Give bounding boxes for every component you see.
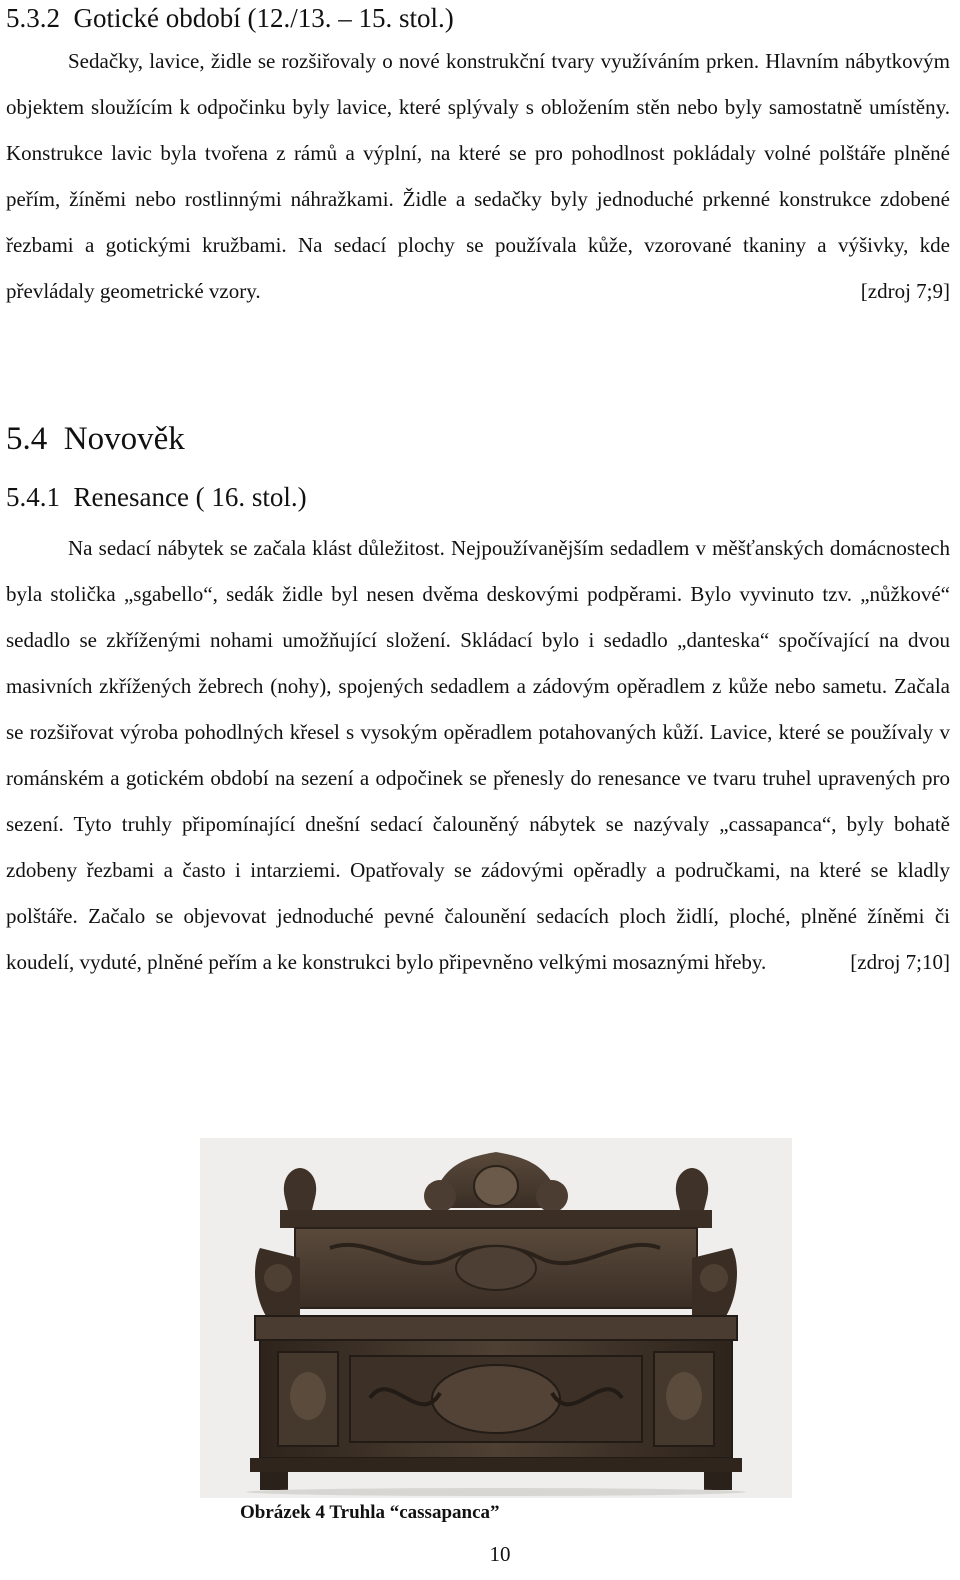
- heading-title: Renesance ( 16. stol.): [73, 482, 307, 512]
- paragraph-renaissance: [6, 525, 950, 985]
- figure-caption: Obrázek 4 Truhla “cassapanca”: [240, 1502, 500, 1523]
- heading-number: 5.3.2: [6, 3, 60, 33]
- heading-gothic: [6, 2, 454, 34]
- page-number: 10: [489, 1542, 511, 1566]
- heading-title: Novověk: [63, 421, 185, 457]
- source-reference: [zdroj 7;9]: [860, 279, 950, 303]
- paragraph-text: Sedačky, lavice, židle se rozšiřovaly o nové konstrukční tvary využíváním prken. Hlavním nábytkovým objektem sloužícím k odpočinku byly lavice, které splývaly s obložením stěn nebo byly samostatně umístěny. Konstrukce lavic byla tvořena z rámů a výplní, na které se pro pohodlnost pokládaly volné polštáře plněné peřím, žíněmi nebo rostlinnými náhražkami. Židle a sedačky byly jednoduché prkenné konstrukce zdobené řezbami a gotickými kružbami. Na sedací plochy se používala kůže, vzorované tkaniny a výšivky, kde převládaly geometrické vzory.: [6, 49, 950, 303]
- heading-renaissance: [6, 481, 307, 513]
- heading-title: Gotické období (12./13. – 15. stol.): [73, 3, 454, 33]
- source-reference: [zdroj 7;10]: [850, 950, 950, 974]
- heading-novovek: [6, 420, 185, 458]
- heading-number: 5.4.1: [6, 482, 60, 512]
- cassapanca-image: [200, 1138, 792, 1498]
- paragraph-gothic: [6, 38, 950, 314]
- paragraph-text: Na sedací nábytek se začala klást důležitost. Nejpoužívanějším sedadlem v měšťanských domácnostech byla stolička „sgabello“, sedák židle byl nesen dvěma deskovými podpěrami. Bylo vyvinuto tzv. „nůžkové“ sedadlo se zkříženými nohami umožňující složení. Skládací bylo i sedadlo „danteska“ spočívající na dvou masivních zkřížených žebrech (nohy), spojených sedadlem a zádovým opěradlem z kůže nebo sametu. Začala se rozšiřovat výroba pohodlných křesel s vysokým opěradlem potahovaných kůží. Lavice, které se používaly v románském a gotickém období na sezení a odpočinek se přenesly do renesance ve tvaru truhel upravených pro sezení. Tyto truhly připomínající dnešní sedací čalouněný nábytek se nazývaly „cassapanca“, byly bohatě zdobeny řezbami a často i intarziemi. Opatřovaly se zádovými opěradly a područkami, na které se kladly polštáře. Začalo se objevovat jednoduché pevné čalounění sedacích ploch židlí, ploché, plněné žíněmi či koudelí, vyduté, plněné peřím a ke konstrukci bylo připevněno velkými mosaznými hřeby.: [6, 536, 950, 974]
- heading-number: 5.4: [6, 421, 48, 457]
